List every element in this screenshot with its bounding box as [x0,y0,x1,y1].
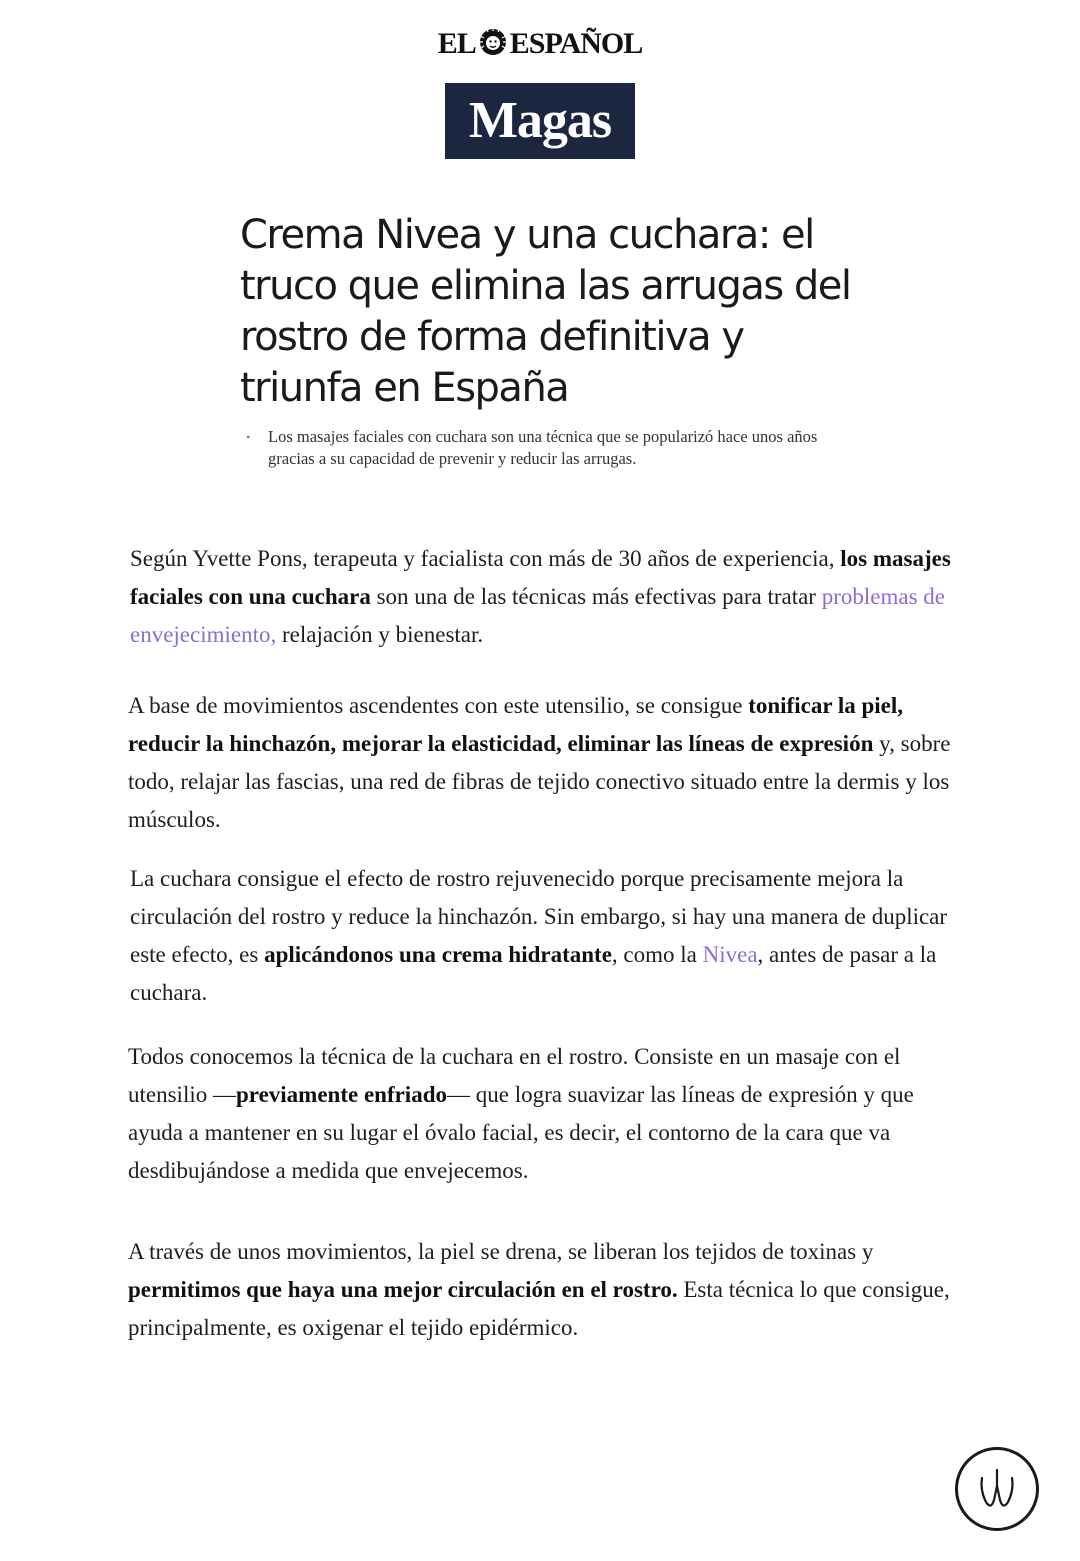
p4-text-1: Todos conocemos la técnica de la cuchara en el rostro. Consiste en un masaje con el utensilio — [128,1044,901,1107]
link-nivea[interactable]: Nivea [702,942,758,967]
p1-text-1: Según Yvette Pons, terapeuta y facialista con más de 30 años de experiencia, [130,546,841,571]
p2-bold-1: tonificar la piel, reducir la hinchazón, mejorar la elasticidad, eliminar las líneas de expresión [128,693,904,756]
article-summary-item: • Los masajes faciales con cuchara son una técnica que se popularizó hace unos años gracias a su capacidad de prevenir y reducir las arrugas. [244,426,864,470]
paragraph-3 [130,860,970,1012]
p4-bold-1: previamente enfriado [235,1082,447,1107]
p1-bold-1: los masajes faciales con una cuchara [130,546,951,609]
p3-bold-1: aplicándonos una crema hidratante [264,942,612,967]
p3-text-2: , como la [611,942,703,967]
paragraph-4 [128,1038,968,1190]
p3-text-1: La cuchara consigue el efecto de rostro rejuvenecido porque precisamente mejora la circulación del rostro y reduce la hinchazón. Sin embargo, si hay una manera de duplicar este efecto, es [130,866,948,967]
p3-text-3: , antes de pasar a la cuchara. [130,942,937,1005]
masthead-logo[interactable] [0,26,1080,66]
w-monogram-icon[interactable] [955,1447,1039,1531]
p1-text-3: relajación y bienestar. [276,622,484,647]
paragraph-5 [128,1233,968,1347]
section-badge-magas[interactable]: Magas [445,83,635,159]
p5-text-1: A través de unos movimientos, la piel se drena, se liberan los tejidos de toxinas y [128,1239,874,1264]
link-problemas-envejecimiento[interactable]: problemas de envejecimiento, [130,584,945,647]
p1-text-2: son una de las técnicas más efectivas para tratar [370,584,822,609]
masthead-espanol: ESPAÑOL [509,27,643,60]
paragraph-1 [130,540,970,654]
p4-text-2: — que logra suavizar las líneas de expresión y que ayuda a mantener en su lugar el óvalo facial, es decir, el contorno de la cara que va desdibujándose a medida que envejecemos. [128,1082,914,1183]
article-summary-list [244,426,864,470]
masthead-el: EL [437,27,476,60]
lion-head-icon [478,27,508,66]
p2-text-2: y, sobre todo, relajar las fascias, una red de fibras de tejido conectivo situado entre la dermis y los músculos. [128,731,951,832]
p2-text-1: A base de movimientos ascendentes con este utensilio, se consigue [128,693,749,718]
p5-bold-1: permitimos que haya una mejor circulación en el rostro. [128,1277,678,1302]
article-headline: Crema Nivea y una cuchara: el truco que elimina las arrugas del rostro de forma definitiva y triunfa en España [240,212,851,411]
p5-text-2: Esta técnica lo que consigue, principalmente, es oxigenar el tejido epidérmico. [128,1277,950,1340]
paragraph-2 [128,687,968,839]
